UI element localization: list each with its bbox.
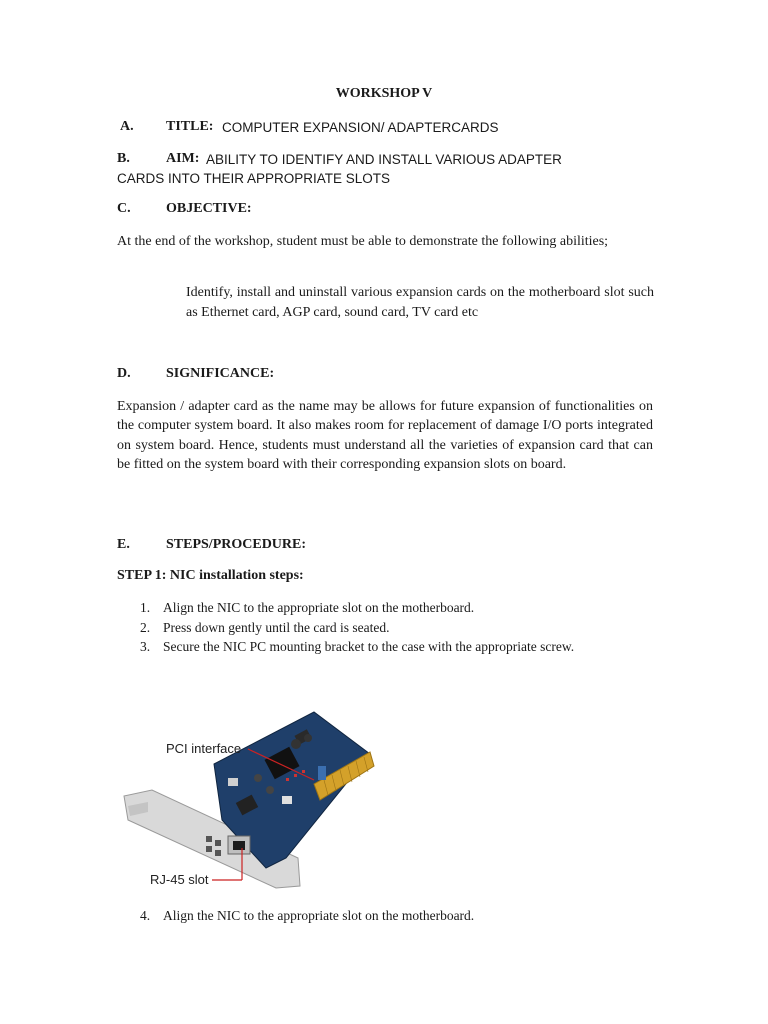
step-text: Secure the NIC PC mounting bracket to the case with the appropriate screw. xyxy=(163,639,575,654)
step-text: Align the NIC to the appropriate slot on the motherboard. xyxy=(163,600,475,615)
step-number: 2. xyxy=(140,620,151,635)
section-a-letter: A. xyxy=(120,119,134,134)
objective-item: Identify, install and uninstall various expansion cards on the motherboard slot such as Ethernet card, AGP card, sound card, TV card etc xyxy=(186,285,654,320)
section-c-letter: C. xyxy=(117,201,131,216)
step-number: 1. xyxy=(140,600,151,615)
rj45-slot-label: RJ-45 slot xyxy=(150,872,209,887)
step-number: 3. xyxy=(140,639,151,654)
section-b-label: AIM: xyxy=(166,151,200,166)
section-d-label: SIGNIFICANCE: xyxy=(166,366,275,381)
section-e-letter: E. xyxy=(117,537,130,552)
section-e-label: STEPS/PROCEDURE: xyxy=(166,537,307,552)
document-heading: WORKSHOP V xyxy=(335,86,433,101)
pci-interface-label: PCI interface xyxy=(166,741,242,756)
section-b-text: ABILITY TO IDENTIFY AND INSTALL VARIOUS ADAPTER xyxy=(206,152,562,167)
step-text: Align the NIC to the appropriate slot on the motherboard. xyxy=(163,908,475,923)
step-number: 4. xyxy=(140,908,151,923)
nic-card-figure xyxy=(118,708,380,890)
significance-text: Expansion / adapter card as the name may be allows for future expansion of functionalities on the computer system board. It also makes room for replacement of damage I/O ports integrated on system board. Hence, students must understand all the varieties of expansion card that can be fitted on the system board with their corresponding expansion slots on board. xyxy=(117,399,653,473)
objective-intro: At the end of the workshop, student must be able to demonstrate the following abilities; xyxy=(117,234,609,249)
section-d-letter: D. xyxy=(117,366,131,381)
section-c-label: OBJECTIVE: xyxy=(166,201,252,216)
section-a-text: COMPUTER EXPANSION/ ADAPTERCARDS xyxy=(222,120,499,135)
step1-heading: STEP 1: NIC installation steps: xyxy=(117,568,304,583)
step-text: Press down gently until the card is seated. xyxy=(163,620,390,635)
section-a-label: TITLE: xyxy=(166,119,214,134)
nic-card-image xyxy=(118,708,380,890)
section-b-letter: B. xyxy=(117,151,130,166)
section-b-text-line2: CARDS INTO THEIR APPROPRIATE SLOTS xyxy=(117,171,391,186)
